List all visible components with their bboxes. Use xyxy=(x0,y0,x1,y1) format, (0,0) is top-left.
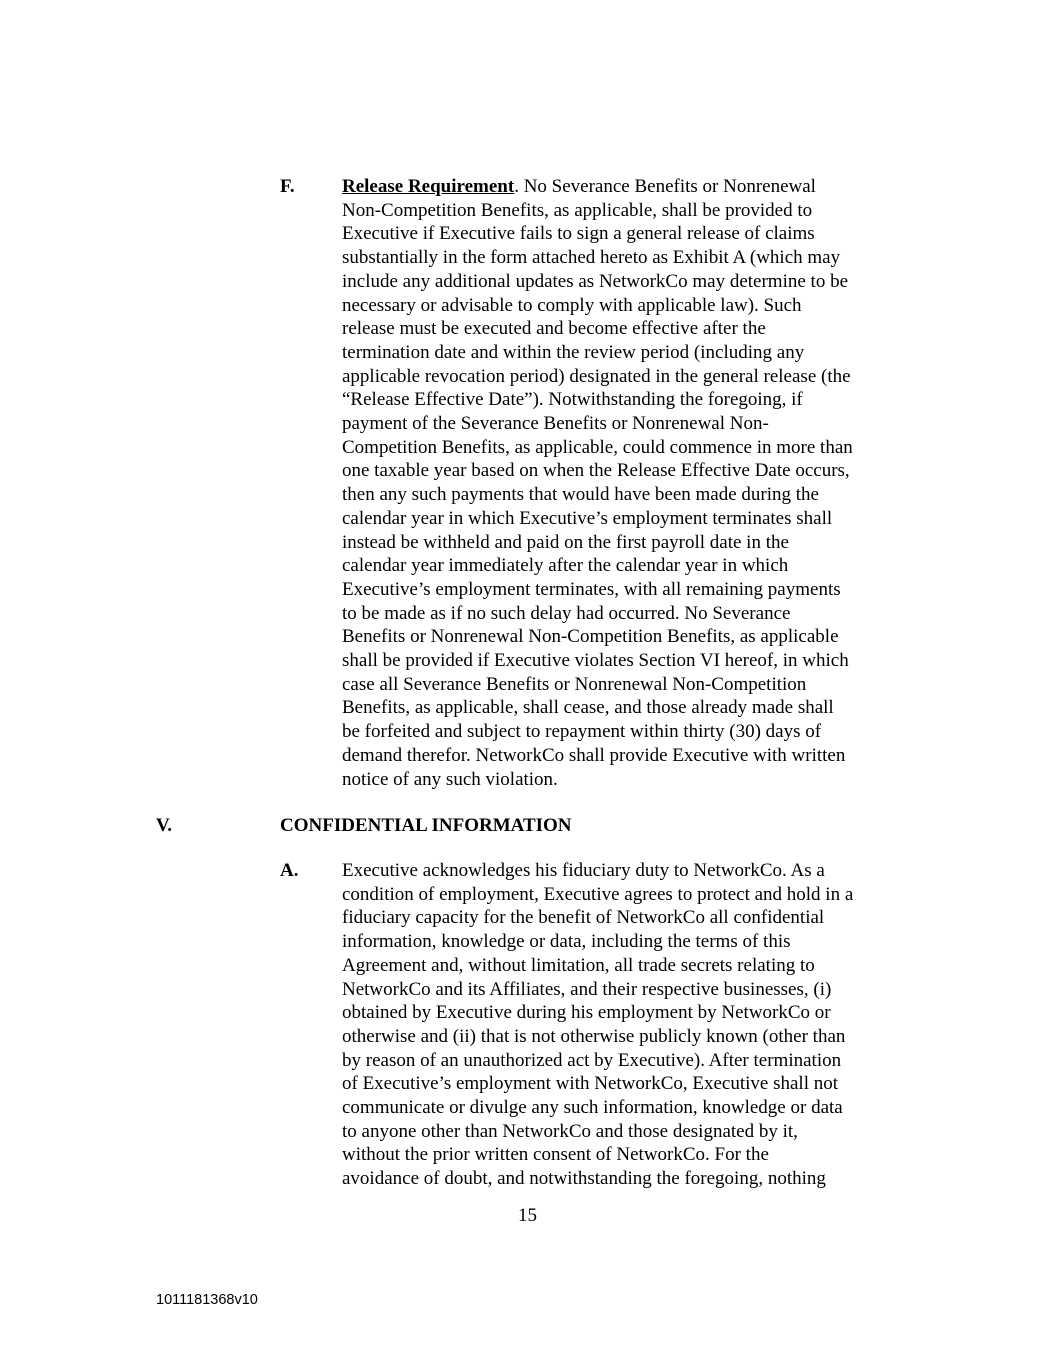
section-f-line: calendar year immediately after the calendar year in which xyxy=(342,555,789,577)
section-f-line: termination date and within the review period (including any xyxy=(342,341,805,363)
section-f-line: Executive if Executive fails to sign a general release of claims xyxy=(342,223,815,245)
section-f-line: Executive’s employment terminates, with all remaining payments xyxy=(342,578,841,600)
document-id: 1011181368v10 xyxy=(156,1292,258,1308)
section-f-title: Release Requirement xyxy=(342,176,515,197)
section-f-line: include any additional updates as NetworkCo may determine to be xyxy=(342,270,848,292)
section-f-line: Benefits or Nonrenewal Non-Competition Benefits, as applicable xyxy=(342,626,839,648)
section-a-line: Agreement and, without limitation, all trade secrets relating to xyxy=(342,954,815,976)
section-a-paragraph xyxy=(342,859,904,1191)
section-a-line: communicate or divulge any such information, knowledge or data xyxy=(342,1097,843,1119)
section-f-line: Non-Competition Benefits, as applicable, shall be provided to xyxy=(342,199,813,221)
section-f-line: Benefits, as applicable, shall cease, and those already made shall xyxy=(342,697,834,719)
section-f-line: instead be withheld and paid on the first payroll date in the xyxy=(342,531,789,553)
section-f-line: be forfeited and subject to repayment within thirty (30) days of xyxy=(342,721,822,743)
section-f-line: notice of any such violation. xyxy=(342,768,558,790)
page-number: 15 xyxy=(518,1205,537,1226)
section-a-line: avoidance of doubt, and notwithstanding the foregoing, nothing xyxy=(342,1168,826,1190)
section-a-line: Executive acknowledges his fiduciary duty to NetworkCo. As a xyxy=(342,860,825,881)
section-a-line: of Executive’s employment with NetworkCo, Executive shall not xyxy=(342,1073,839,1095)
section-a-line: condition of employment, Executive agrees to protect and hold in a xyxy=(342,883,854,905)
section-f-line: Competition Benefits, as applicable, could commence in more than xyxy=(342,436,853,458)
section-v-marker: V. xyxy=(156,815,173,836)
section-a-line: by reason of an unauthorized act by Executive). After termination xyxy=(342,1049,842,1071)
section-f-paragraph xyxy=(342,175,904,791)
section-v-title: CONFIDENTIAL INFORMATION xyxy=(280,815,572,836)
section-f-line: calendar year in which Executive’s employment terminates shall xyxy=(342,507,833,529)
section-f-line: payment of the Severance Benefits or Nonrenewal Non- xyxy=(342,413,769,435)
section-a-line: information, knowledge or data, including the terms of this xyxy=(342,931,791,953)
section-f-marker: F. xyxy=(280,176,295,197)
section-f-line: then any such payments that would have been made during the xyxy=(342,484,819,506)
section-f-line: shall be provided if Executive violates Section VI hereof, in which xyxy=(342,650,849,672)
section-a-line: NetworkCo and its Affiliates, and their respective businesses, (i) xyxy=(342,978,832,1000)
section-a-line: without the prior written consent of NetworkCo. For the xyxy=(342,1144,769,1166)
section-f-line: “Release Effective Date”). Notwithstanding the foregoing, if xyxy=(342,389,803,411)
section-f-line: demand therefor. NetworkCo shall provide Executive with written xyxy=(342,744,846,766)
section-a-line: fiduciary capacity for the benefit of NetworkCo all confidential xyxy=(342,907,825,929)
section-f-line-0: Release Requirement. No Severance Benefits or Nonrenewal xyxy=(342,176,816,197)
section-a-line: to anyone other than NetworkCo and those designated by it, xyxy=(342,1120,798,1142)
section-f-line: one taxable year based on when the Release Effective Date occurs, xyxy=(342,460,850,482)
section-a-line: otherwise and (ii) that is not otherwise publicly known (other than xyxy=(342,1025,846,1047)
section-f-line: necessary or advisable to comply with applicable law). Such xyxy=(342,294,802,316)
section-f-line: case all Severance Benefits or Nonrenewal Non-Competition xyxy=(342,673,807,695)
section-f-line: release must be executed and become effective after the xyxy=(342,318,766,340)
section-a-marker: A. xyxy=(280,860,299,881)
section-f-line: to be made as if no such delay had occurred. No Severance xyxy=(342,602,791,624)
section-f-line: applicable revocation period) designated in the general release (the xyxy=(342,365,851,387)
section-f-line: substantially in the form attached hereto as Exhibit A (which may xyxy=(342,247,841,269)
section-a-line: obtained by Executive during his employment by NetworkCo or xyxy=(342,1002,831,1024)
